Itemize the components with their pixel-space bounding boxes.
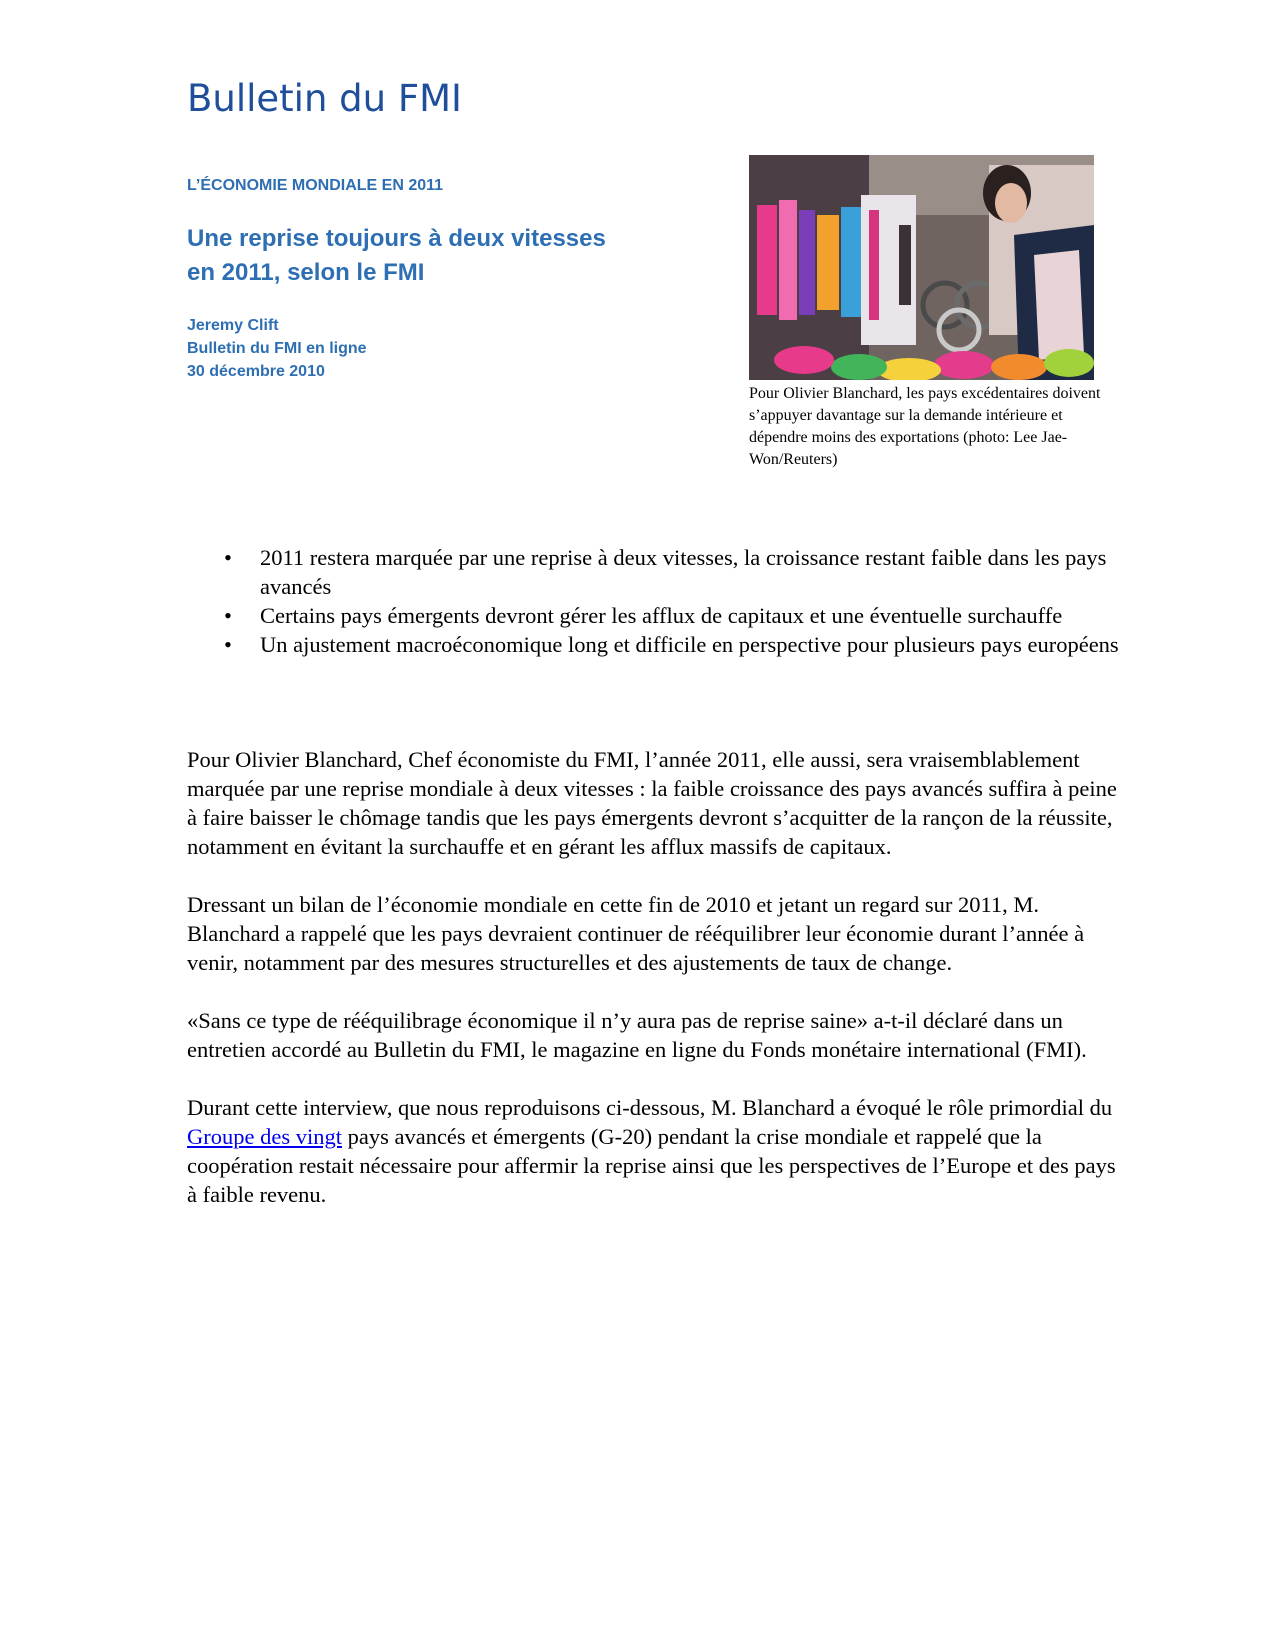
list-item-text: Un ajustement macroéconomique long et difficile en perspective pour plusieurs pays européens	[260, 632, 1119, 657]
article-headline	[187, 222, 707, 290]
byline	[187, 314, 707, 383]
photo-caption: Pour Olivier Blanchard, les pays excédentaires doivent s’appuyer davantage sur la demande intérieure et dépendre moins des exportations (photo: Lee Jae-Won/Reuters)	[749, 385, 1101, 468]
headline-line-1: Une reprise toujours à deux vitesses	[187, 225, 606, 252]
masthead-title: Bulletin du FMI	[187, 77, 462, 120]
list-item-text: 2011 restera marquée par une reprise à deux vitesses, la croissance restant faible dans les pays avancés	[260, 545, 1107, 599]
key-points-list	[187, 543, 1122, 659]
list-item	[224, 630, 1122, 659]
headline-line-2: en 2011, selon le FMI	[187, 259, 425, 286]
bullet-dot-icon: •	[224, 603, 232, 628]
body-paragraph-2: Dressant un bilan de l’économie mondiale en cette fin de 2010 et jetant un regard sur 2011, M. Blanchard a rappelé que les pays devraient continuer de rééquilibrer leur économie durant l’année à venir, notamment par des mesures structurelles et des ajustements de taux de change.	[187, 892, 1085, 975]
article-header	[187, 168, 707, 383]
author-name: Jeremy Clift	[187, 317, 279, 334]
bullet-dot-icon: •	[224, 632, 232, 657]
section-kicker: L’ÉCONOMIE MONDIALE EN 2011	[187, 177, 444, 194]
body-paragraph-1: Pour Olivier Blanchard, Chef économiste du FMI, l’année 2011, elle aussi, sera vraisemblablement marquée par une reprise mondiale à deux vitesses : la faible croissance des pays avancés suffira à peine à faire baisser le chômage tandis que les pays émergents devront s’acquitter de la rançon de la réussite, notamment en évitant la surchauffe et en gérant les afflux massifs de capitaux.	[187, 747, 1117, 859]
body-paragraph-4	[187, 1093, 1127, 1209]
body-paragraph-3: «Sans ce type de rééquilibrage économique il n’y aura pas de reprise saine» a-t-il déclaré dans un entretien accordé au Bulletin du FMI, le magazine en ligne du Fonds monétaire international (FMI).	[187, 1008, 1087, 1062]
article-photo-figure	[749, 155, 1101, 471]
list-item	[224, 543, 1122, 601]
list-item-text: Certains pays émergents devront gérer les afflux de capitaux et une éventuelle surchauffe	[260, 603, 1063, 628]
g20-link[interactable]: Groupe des vingt	[187, 1124, 342, 1149]
publication-date: 30 décembre 2010	[187, 363, 325, 380]
list-item	[224, 601, 1122, 630]
market-stall-photo	[749, 155, 1094, 380]
bullet-dot-icon: •	[224, 545, 232, 570]
paragraph-4-text-end: pays avancés et émergents (G-20) pendant la crise mondiale et rappelé que la coopération restait nécessaire pour affermir la reprise ainsi que les perspectives de l’Europe et des pays à faible revenu.	[187, 1124, 1116, 1207]
article-body	[187, 745, 1127, 1238]
paragraph-4-text-start: Durant cette interview, que nous reproduisons ci-dessous, M. Blanchard a évoqué le rôle primordial du	[187, 1095, 1113, 1120]
publication-name: Bulletin du FMI en ligne	[187, 340, 367, 357]
